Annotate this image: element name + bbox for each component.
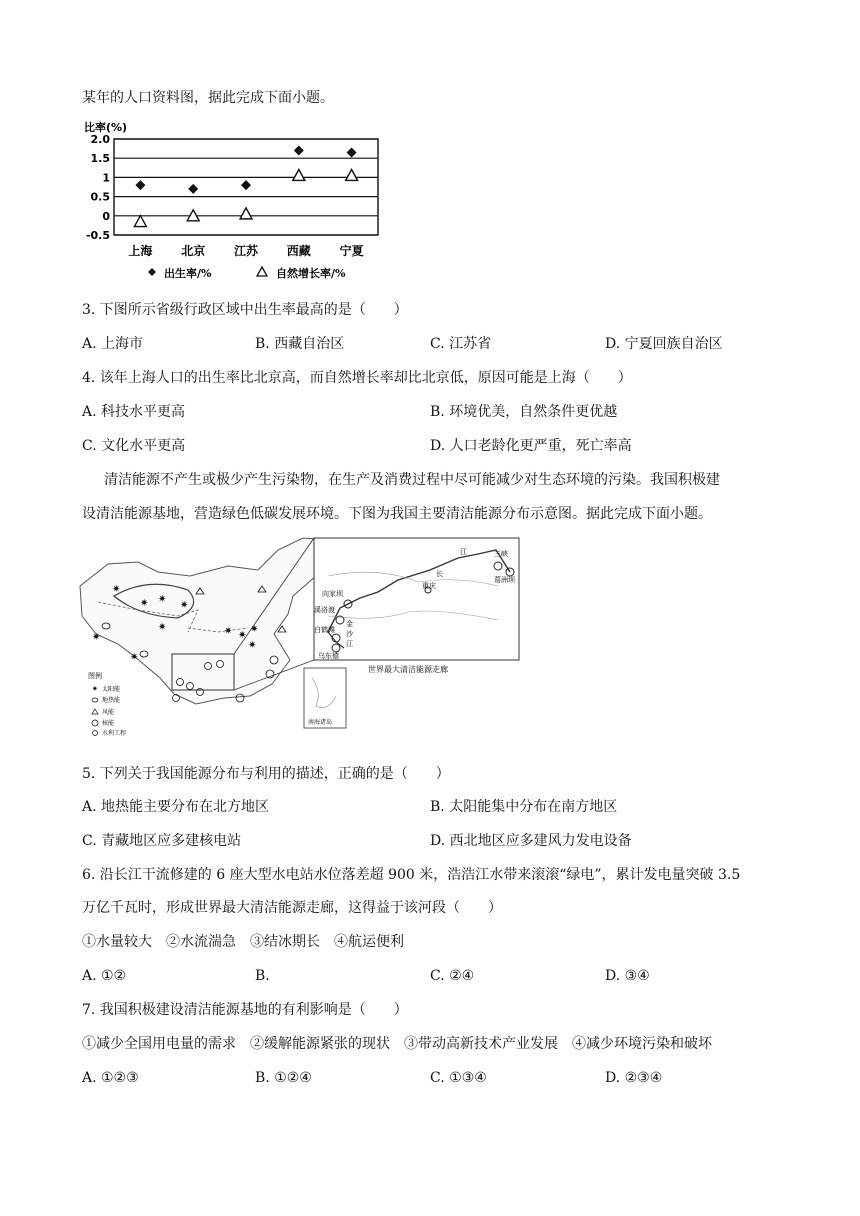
q4-option-a[interactable]: A. 科技水平更高 [82,404,186,420]
growth-rate-point [240,208,252,219]
q7-choices: ①减少全国用电量的需求 ②缓解能源紧张的现状 ③带动高新技术产业发展 ④减少环境污染和破坏 [82,1036,712,1052]
q7-option-b[interactable]: B. ①②④ [255,1070,312,1086]
legend-solar: 太阳能 [102,686,121,693]
svg-text:✷: ✷ [224,626,233,637]
q5-option-a[interactable]: A. 地热能主要分布在北方地区 [82,799,270,815]
city-chongqing: 重庆 [422,582,436,590]
clean-energy-map [78,536,523,737]
growth-rate-point [134,216,146,227]
q6-stem-line2: 万亿千瓦时，形成世界最大清洁能源走廊，这得益于该河段（ ） [82,900,502,916]
q6-choices: ①水量较大 ②水流湍急 ③结冰期长 ④航运便利 [82,934,404,950]
q5-option-c[interactable]: C. 青藏地区应多建核电站 [82,833,242,849]
q5-option-b[interactable]: B. 太阳能集中分布在南方地区 [430,799,618,815]
growth-rate-point [346,169,358,180]
birth-rate-point [135,180,145,190]
svg-text:✷: ✷ [248,640,257,651]
q4-option-c[interactable]: C. 文化水平更高 [82,438,186,454]
legend-wind: 风能 [102,709,115,716]
chart-axes [84,120,378,258]
legend-title: 图例 [88,672,102,680]
svg-text:✷: ✷ [158,594,167,605]
legend-growth-rate: 自然增长率/% [276,267,346,280]
q7-stem: 7. 我国积极建设清洁能源基地的有利影响是（ ） [82,1002,408,1018]
birth-rate-point [188,184,198,194]
river-char-1: 江 [460,548,467,556]
river-char-5: 江 [346,640,353,648]
station-baihetan: 白鹤滩 [314,626,335,634]
inset-panel [314,538,519,660]
q6-option-b[interactable]: B. [255,968,270,984]
q7-option-d[interactable]: D. ②③④ [605,1070,663,1086]
svg-text:✷: ✷ [180,600,189,611]
q6-option-a[interactable]: A. ①② [82,968,127,984]
q4-option-d[interactable]: D. 人口老龄化更严重，死亡率高 [430,438,632,454]
x-tick-label: 宁夏 [339,244,364,258]
svg-text:✷: ✷ [158,622,167,633]
svg-text:✷: ✷ [112,584,121,595]
china-outline [80,538,328,704]
legend-triangle-marker [257,267,267,276]
q4-stem: 4. 该年上海人口的出生率比北京高，而自然增长率却比北京低，原因可能是上海（ ） [82,370,632,386]
river-char-3: 金 [346,620,353,628]
chart-legend [148,266,346,280]
x-tick-label: 上海 [128,244,153,258]
legend-birth-rate: 出生率/% [164,267,212,280]
x-tick-label: 西藏 [286,244,311,258]
q3-stem: 3. 下图所示省级行政区域中出生率最高的是（ ） [82,302,408,318]
station-gezhouba: 葛洲坝 [494,576,515,584]
svg-text:✷: ✷ [92,632,101,643]
birth-rate-point [294,146,304,156]
legend-nuclear: 核能 [102,720,115,727]
y-tick-label: -0.5 [85,229,110,242]
legend-diamond-marker [148,268,156,276]
station-xiluodu: 溪洛渡 [314,606,335,614]
y-axis-label: 比率(%) [84,121,128,134]
y-tick-label: 1 [102,171,110,185]
birth-rate-point [241,180,251,190]
station-wudongde: 乌东德 [318,652,339,660]
intro-text-2-line2: 设清洁能源基地，营造绿色低碳发展环境。下图为我国主要清洁能源分布示意图。据此完成下面小题。 [82,506,712,522]
legend-hydro: 水利工程 [102,730,127,737]
x-tick-label: 江苏 [233,244,259,258]
svg-text:✷: ✷ [250,624,259,635]
q6-stem-line1: 6. 沿长江干流修建的 6 座大型水电站水位落差超 900 米，浩浩江水带来滚滚“绿电”，累计发电量突破 3.5 [82,867,741,883]
y-tick-label: 0 [102,209,110,223]
growth-rate-point [293,169,305,180]
q5-stem: 5. 下列关于我国能源分布与利用的描述，正确的是（ ） [82,766,450,782]
q3-option-c[interactable]: C. 江苏省 [430,336,492,352]
south-sea-label: 南海诸岛 [308,719,333,726]
svg-text:✷: ✷ [130,652,139,663]
svg-text:✷: ✷ [92,685,98,693]
q7-option-a[interactable]: A. ①②③ [82,1070,139,1086]
q4-option-b[interactable]: B. 环境优美，自然条件更优越 [430,404,618,420]
y-tick-label: 1.5 [90,152,110,166]
intro-text-1: 某年的人口资料图，据此完成下面小题。 [82,90,334,106]
q6-option-d[interactable]: D. ③④ [605,968,650,984]
q3-option-a[interactable]: A. 上海市 [82,336,144,352]
q6-option-c[interactable]: C. ②④ [430,968,475,984]
svg-text:✷: ✷ [238,630,247,641]
legend-geothermal: 地热能 [102,697,121,704]
q3-option-b[interactable]: B. 西藏自治区 [255,336,345,352]
station-sanxia: 三峡 [494,550,508,558]
station-xiangjiaba: 向家坝 [322,590,343,598]
x-tick-label: 北京 [181,244,206,258]
intro-text-2-line1: 清洁能源不产生或极少产生污染物，在生产及消费过程中尽可能减少对生态环境的污染。我国积极建 [104,472,720,488]
river-char-2: 长 [436,570,443,578]
river-char-4: 沙 [346,630,353,638]
y-tick-label: 2.0 [90,133,110,146]
q3-option-d[interactable]: D. 宁夏回族自治区 [605,336,723,352]
y-tick-label: 0.5 [90,190,110,204]
inset-caption: 世界最大清洁能源走廊 [368,665,448,674]
birth-rate-point [347,147,357,157]
q5-option-d[interactable]: D. 西北地区应多建风力发电设备 [430,833,632,849]
q7-option-c[interactable]: C. ①③④ [430,1070,487,1086]
population-chart [82,117,382,287]
svg-text:✷: ✷ [140,598,149,609]
